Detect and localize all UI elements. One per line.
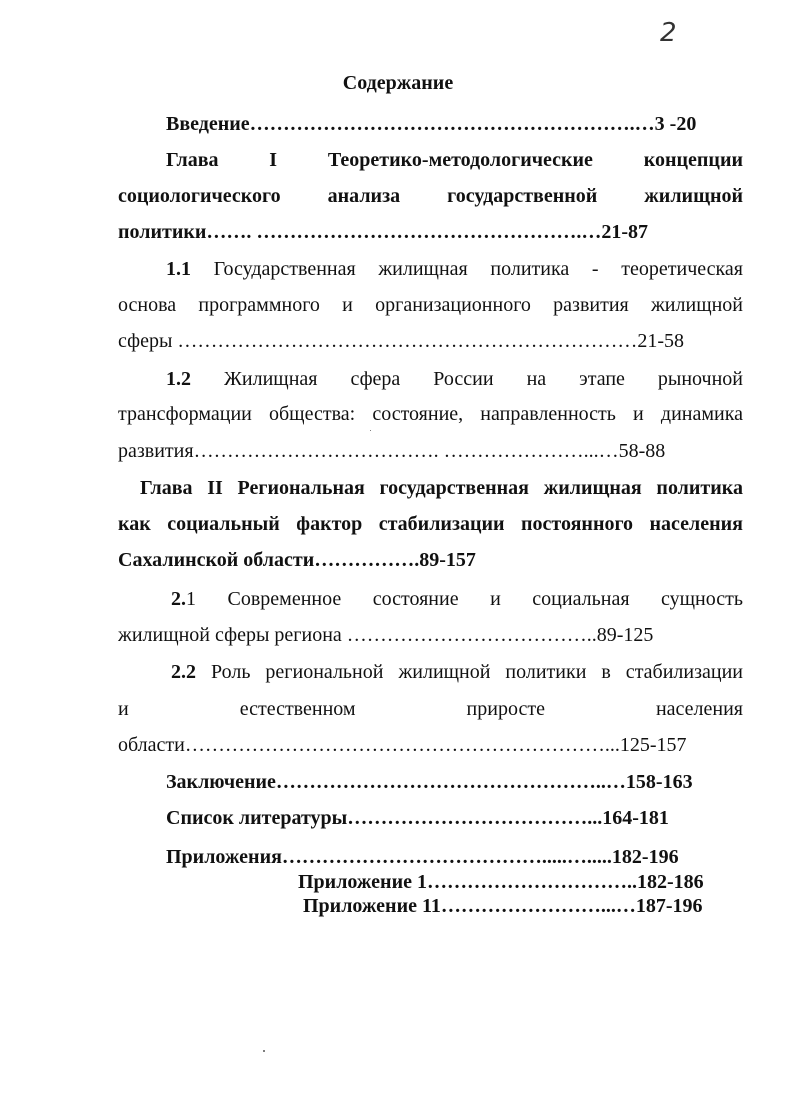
section-title: Жилищная сфера России на этапе рыночной [191, 368, 743, 390]
toc-appendix-11: Приложение 11……………………...…187-196 [303, 895, 703, 917]
toc-section-2-2-line3: области………………………………………………………...125-157 [118, 734, 687, 756]
section-title: Современное состояние и социальная сущность [196, 588, 743, 610]
toc-chapter-2-line2: как социальный фактор стабилизации постоянного населения [118, 513, 743, 535]
section-title: Государственная жилищная политика - теоретическая [191, 258, 743, 280]
toc-section-2-2-line2: и естественном приросте населения [118, 698, 743, 720]
section-number-suffix: 1 [186, 588, 196, 610]
handwritten-page-number: 2 [660, 18, 677, 48]
section-number: 2. [171, 588, 186, 610]
toc-section-1-2-line1 [166, 367, 743, 391]
toc-conclusion: Заключение…………………………………………..…158-163 [166, 771, 693, 793]
scan-speck [263, 1050, 265, 1052]
scan-speck [370, 430, 371, 431]
section-number: 2.2 [171, 661, 196, 683]
section-number: 1.1 [166, 258, 191, 280]
toc-section-2-1-line1 [171, 587, 743, 611]
toc-introduction: Введение………………………………………………….…3 -20 [166, 113, 697, 135]
section-title: Роль региональной жилищной политики в стабилизации [196, 661, 743, 683]
toc-section-2-2-line1 [171, 660, 743, 684]
toc-section-2-1-line2: жилищной сферы региона ………………………………..89-125 [118, 624, 654, 646]
toc-section-1-1-line2: основа программного и организационного развития жилищной [118, 294, 743, 316]
toc-appendices: Приложения………………………………….....….....182-196 [166, 846, 679, 868]
toc-appendix-1: Приложение 1…………………………..182-186 [298, 871, 704, 893]
toc-section-1-2-line3: развития………………………………. …………………...…58-88 [118, 440, 666, 462]
toc-section-1-2-line2: трансформации общества: состояние, направленность и динамика [118, 403, 743, 425]
toc-chapter-2-line3: Сахалинской области…………….89-157 [118, 549, 476, 571]
toc-chapter-2-line1: Глава II Региональная государственная жилищная политика [140, 477, 743, 499]
page-title: Содержание [342, 72, 454, 94]
section-number: 1.2 [166, 368, 191, 390]
toc-section-1-1-line3: сферы ……………………………………………………………21-58 [118, 330, 685, 352]
toc-chapter-1-line1: Глава I Теоретико-методологические концепции [166, 149, 743, 171]
toc-bibliography: Список литературы………………………………...164-181 [166, 807, 669, 829]
toc-section-1-1-line1 [166, 257, 743, 281]
toc-chapter-1-line2: социологического анализа государственной жилищной [118, 185, 743, 207]
toc-chapter-1-line3: политики……. ………………………………………….…21-87 [118, 221, 649, 243]
